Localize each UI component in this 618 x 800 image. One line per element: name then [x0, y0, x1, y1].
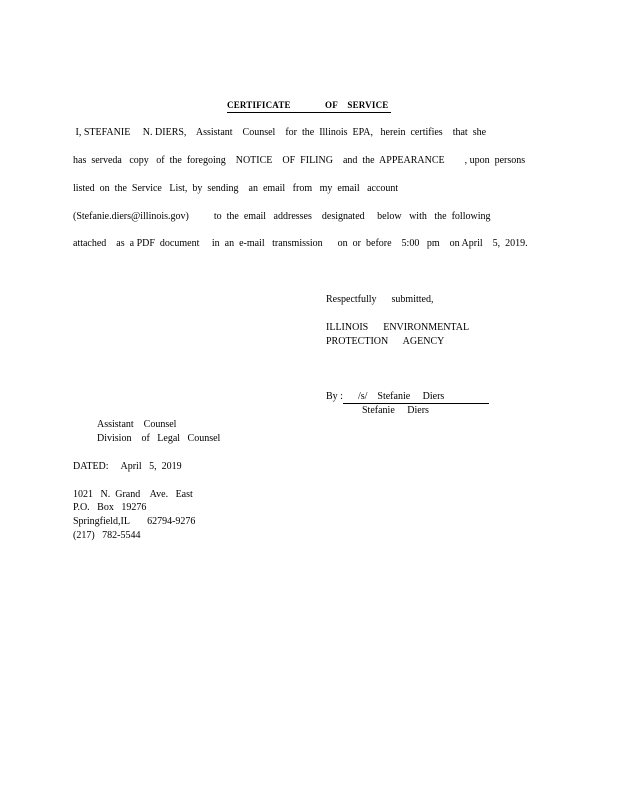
certificate-title: CERTIFICATE OF SERVICE: [0, 99, 618, 113]
signature-text: /s/ Stefanie Diers: [343, 391, 489, 404]
paragraph-line-5: attached as a PDF document in an e-mail transmission on or before 5:00 pm on April 5, 2019.: [73, 238, 528, 249]
address-line-2: P.O. Box 19276: [73, 502, 147, 513]
by-label: By :: [326, 391, 343, 402]
signer-title: Assistant Counsel: [97, 419, 177, 430]
paragraph-line-2: has serveda copy of the foregoing NOTICE OF FILING and the APPEARANCE , upon persons: [73, 155, 526, 166]
signature-line: [326, 391, 489, 404]
dated-line: DATED: April 5, 2019: [73, 461, 182, 472]
paragraph-line-4: (Stefanie.diers@illinois.gov) to the email addresses designated below with the following: [73, 211, 491, 222]
paragraph-line-3: listed on the Service List, by sending an email from my email account: [73, 183, 399, 194]
phone-line: (217) 782-5544: [73, 530, 141, 541]
typed-name: Stefanie Diers: [362, 405, 429, 416]
address-line-3: Springfield,IL 62794-9276: [73, 516, 196, 527]
address-line-1: 1021 N. Grand Ave. East: [73, 489, 193, 500]
signer-division: Division of Legal Counsel: [97, 433, 221, 444]
closing-text: Respectfully submitted,: [326, 294, 434, 305]
agency-name-line-1: ILLINOIS ENVIRONMENTAL: [326, 322, 470, 333]
agency-name-line-2: PROTECTION AGENCY: [326, 336, 445, 347]
paragraph-line-1: I, STEFANIE N. DIERS, Assistant Counsel for the Illinois EPA, herein certifies that she: [73, 127, 487, 138]
